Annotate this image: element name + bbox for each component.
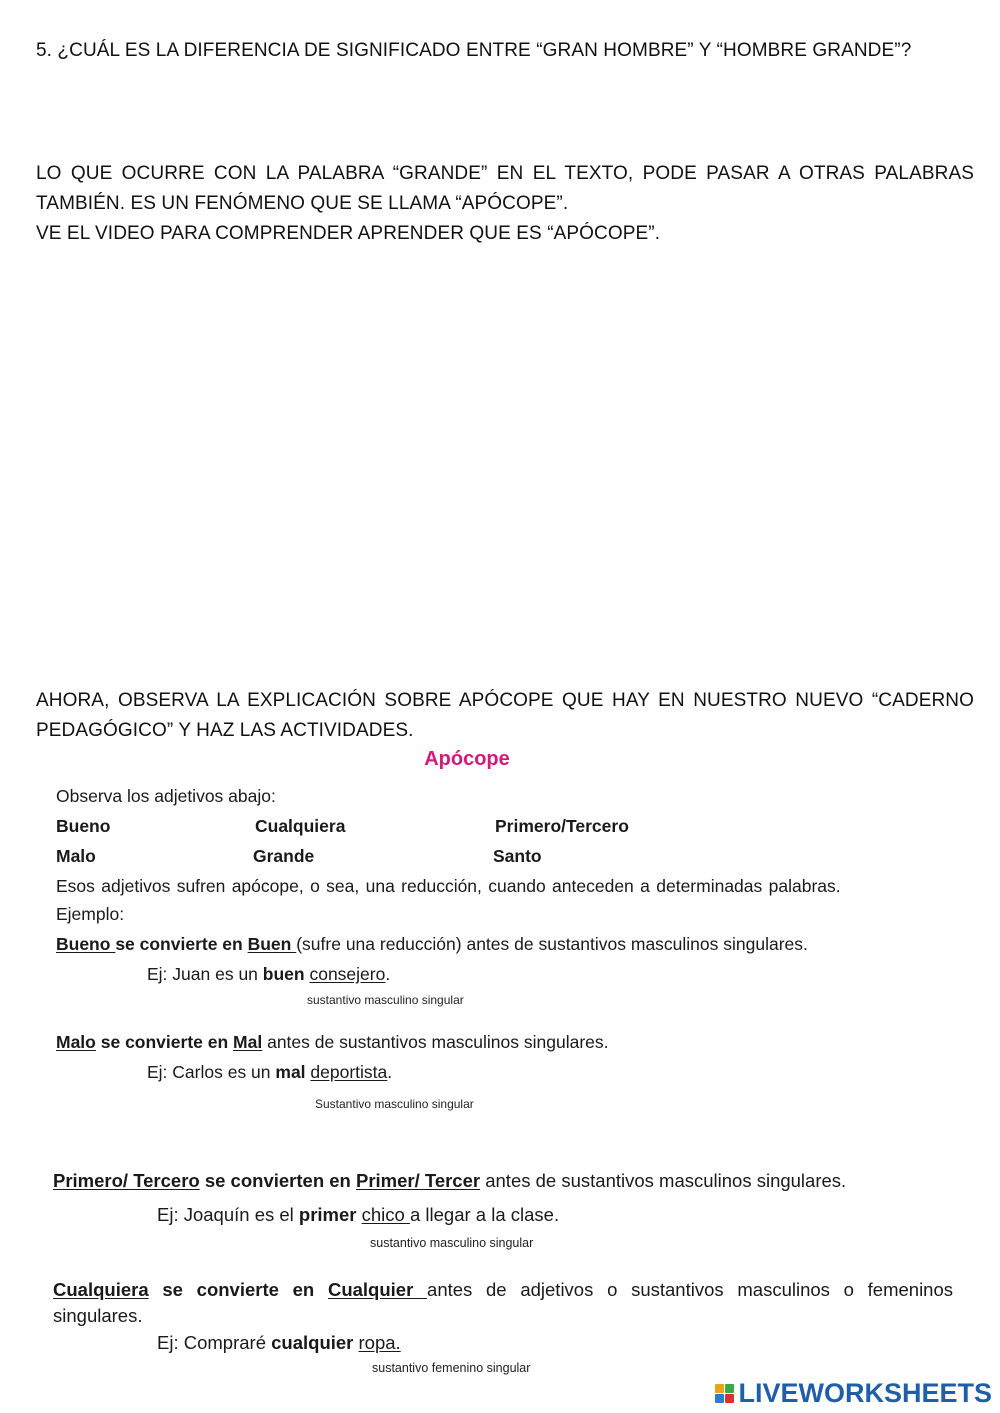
rule-to-word: Cualquier (327, 1279, 428, 1300)
explanation-text: Esos adjetivos sufren apócope, o sea, una reducción, cuando anteceden a determinadas palabras. (56, 876, 841, 896)
rule-to-word: Primer/ Tercer (356, 1170, 481, 1191)
rule-from-word: Primero/ Tercero (53, 1170, 200, 1191)
adjective-bueno: Bueno (56, 816, 111, 836)
example-primero (157, 1203, 559, 1227)
example-apocope-word: primer (298, 1204, 357, 1225)
observe-label: Observa los adjetivos abajo: (56, 786, 276, 806)
rule-description: (sufre una reducción) antes de sustantivos masculinos singulares. (296, 934, 808, 954)
example-label: Ejemplo: (56, 904, 125, 924)
rule-to-word: Buen (247, 934, 297, 954)
rule-to-word: Mal (233, 1032, 263, 1052)
rule-cualquiera (53, 1277, 953, 1329)
adjective-cualquiera: Cualquiera (255, 816, 346, 836)
example-apocope-word: cualquier (271, 1332, 354, 1353)
example-suffix: . (385, 964, 391, 984)
noun-note-cualquier: sustantivo femenino singular (372, 1361, 531, 1375)
example-prefix: Ej: Joaquín es el (157, 1204, 299, 1225)
adjective-santo: Santo (493, 846, 542, 866)
adjective-primero-tercero: Primero/Tercero (495, 816, 629, 836)
rule-from-word: Malo (56, 1032, 96, 1052)
noun-note-bueno: sustantivo masculino singular (307, 993, 464, 1007)
rule-malo (56, 1030, 609, 1054)
noun-note-primero: sustantivo masculino singular (370, 1236, 534, 1250)
rule-description: antes de sustantivos masculinos singulares. (262, 1032, 609, 1052)
rule-from-word: Cualquiera (53, 1279, 149, 1300)
example-apocope-word: mal (275, 1062, 306, 1082)
logo-grid-icon (715, 1384, 734, 1403)
now-paragraph (36, 686, 974, 746)
apocope-title: Apócope (424, 748, 510, 770)
now-line-2: PEDAGÓGICO” Y HAZ LAS ACTIVIDADES. (36, 720, 414, 741)
adjective-grande: Grande (253, 846, 315, 866)
intro-paragraph (36, 159, 974, 249)
intro-line-3: VE EL VIDEO PARA COMPRENDER APRENDER QUE ES “APÓCOPE”. (36, 223, 661, 244)
intro-line-1: LO QUE OCURRE CON LA PALABRA “GRANDE” EN EL TEXTO, PODE PASAR A OTRAS PALABRAS (36, 163, 974, 184)
example-apocope-word: buen (262, 964, 305, 984)
example-suffix: a llegar a la clase. (409, 1204, 560, 1225)
rule-primero-tercero (53, 1169, 846, 1193)
example-noun: chico (361, 1204, 410, 1225)
example-prefix: Ej: Carlos es un (147, 1062, 276, 1082)
rule-description: antes de adjetivos o sustantivos masculinos o femeninos (427, 1279, 954, 1300)
liveworksheets-logo[interactable] (715, 1378, 992, 1409)
example-noun: deportista (310, 1062, 388, 1082)
example-noun: ropa. (358, 1332, 401, 1353)
example-suffix: . (387, 1062, 393, 1082)
example-noun: consejero (309, 964, 386, 984)
rule-connector: se convierte en (115, 934, 243, 954)
rule-connector: se convierten en (199, 1170, 356, 1191)
brand-name: LIVEWORKSHEETS (738, 1378, 992, 1408)
adjective-malo: Malo (56, 846, 96, 866)
noun-note-malo: Sustantivo masculino singular (315, 1097, 474, 1111)
rule-bueno (56, 932, 808, 956)
example-prefix: Ej: Juan es un (147, 964, 263, 984)
rule-from-word: Bueno (56, 934, 116, 954)
example-bueno (147, 962, 390, 986)
question-5: 5. ¿CUÁL ES LA DIFERENCIA DE SIGNIFICADO ENTRE “GRAN HOMBRE” Y “HOMBRE GRANDE”? (36, 40, 912, 61)
rule-description-continued: singulares. (53, 1305, 143, 1326)
example-cualquier (157, 1331, 401, 1355)
rule-connector: se convierte en (148, 1279, 328, 1300)
now-line-1: AHORA, OBSERVA LA EXPLICACIÓN SOBRE APÓCOPE QUE HAY EN NUESTRO NUEVO “CADERNO (36, 690, 974, 711)
rule-connector: se convierte en (95, 1032, 234, 1052)
example-malo (147, 1060, 392, 1084)
example-prefix: Ej: Compraré (157, 1332, 272, 1353)
rule-description: antes de sustantivos masculinos singulares. (480, 1170, 847, 1191)
intro-line-2: TAMBIÉN. ES UN FENÓMENO QUE SE LLAMA “APÓCOPE”. (36, 193, 569, 214)
